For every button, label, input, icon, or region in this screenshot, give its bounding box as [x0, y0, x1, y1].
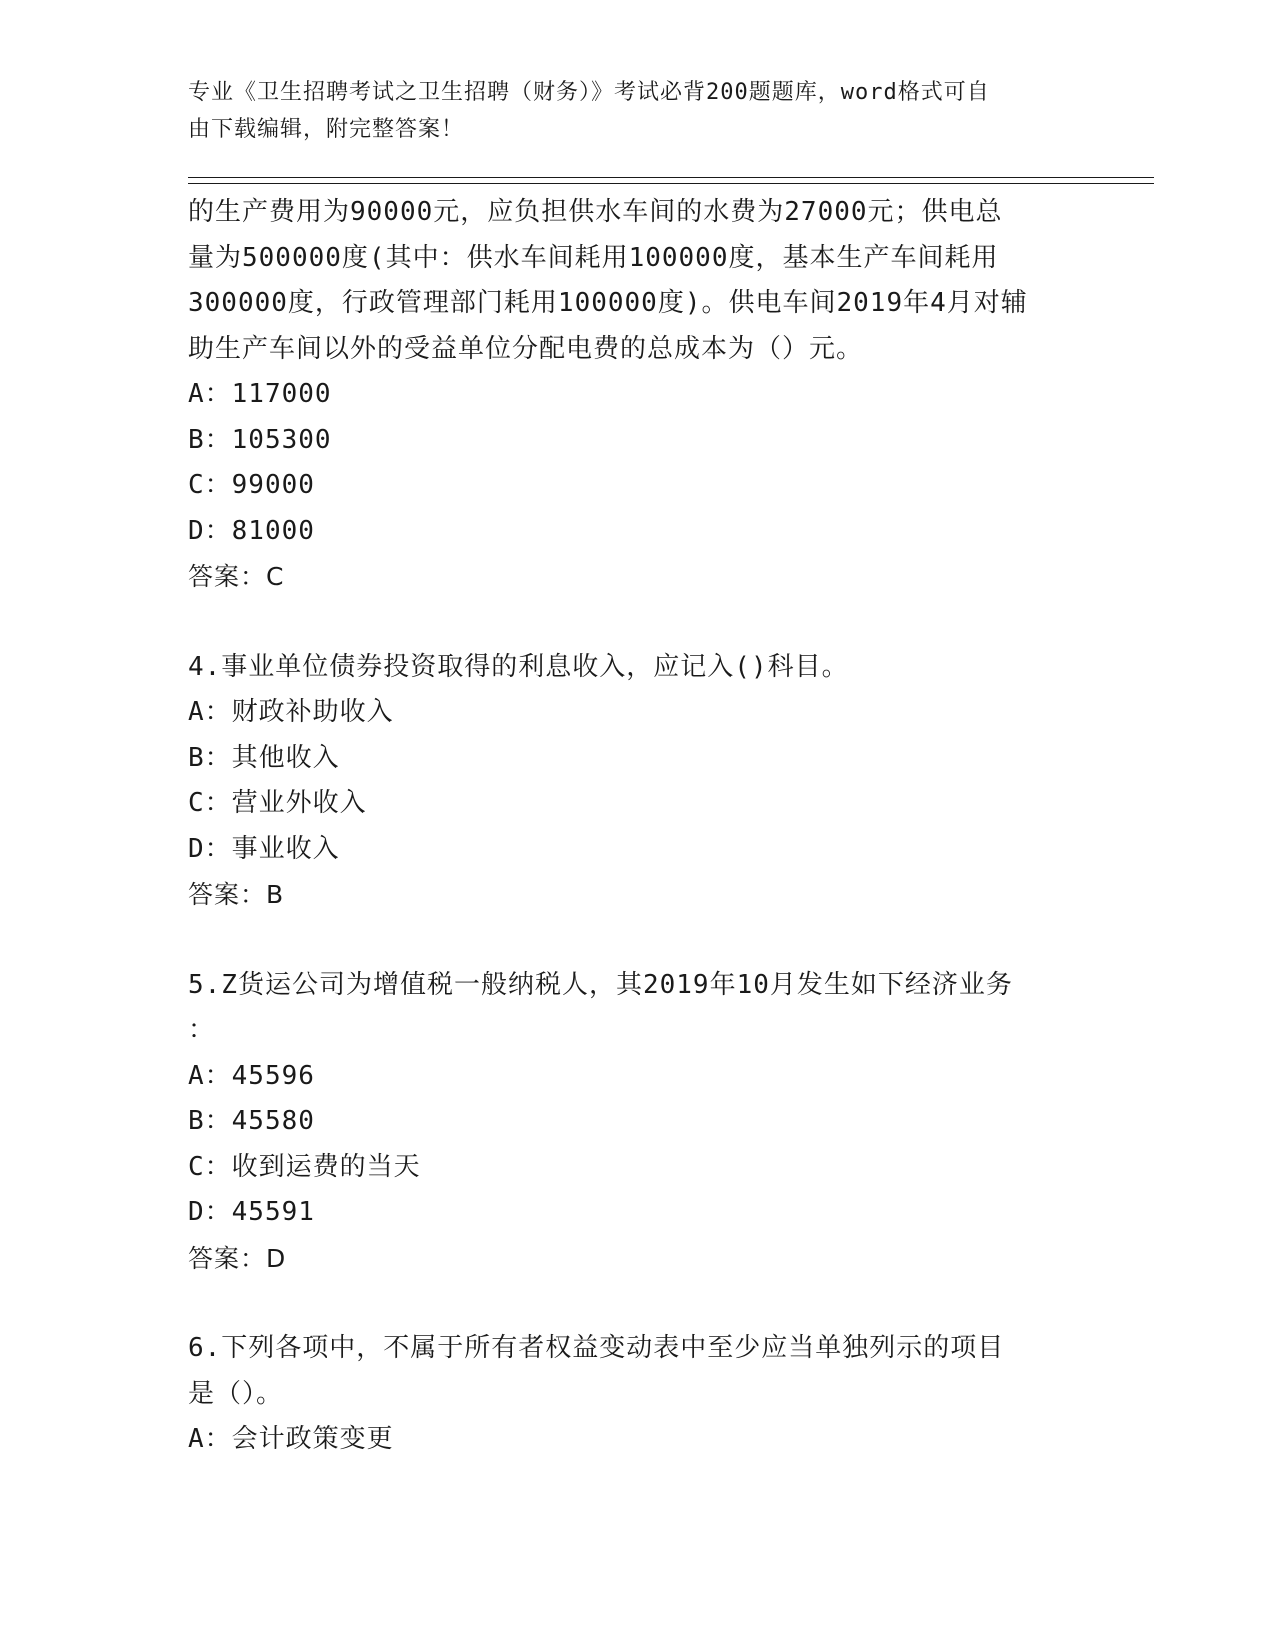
question-3-line-4: 助生产车间以外的受益单位分配电费的总成本为（）元。 [188, 333, 864, 364]
question-6-option-a: A：会计政策变更 [188, 1424, 394, 1454]
question-4-option-a: A：财政补助收入 [188, 697, 394, 727]
question-5-answer: 答案：D [188, 1243, 287, 1273]
question-5-stem-line-2: ： [188, 1015, 216, 1045]
question-3-line-1: 的生产费用为90000元，应负担供水车间的水费为27000元；供电总 [188, 197, 1003, 227]
question-3-line-3: 300000度，行政管理部门耗用100000度)。供电车间2019年4月对辅 [188, 288, 1028, 318]
question-3 [188, 190, 1108, 600]
question-3-option-c: C：99000 [188, 470, 315, 500]
header-line-1: 专业《卫生招聘考试之卫生招聘（财务）》考试必背200题题库，word格式可自 [188, 80, 990, 105]
question-5-stem-line-1: 5.Z货运公司为增值税一般纳税人，其2019年10月发生如下经济业务 [188, 969, 1013, 1000]
question-4-option-c: C：营业外收入 [188, 788, 367, 818]
question-3-option-b: B：105300 [188, 424, 332, 455]
question-3-option-a: A：117000 [188, 379, 332, 409]
question-3-option-d: D：81000 [188, 515, 315, 546]
question-5-option-c: C：收到运费的当天 [188, 1151, 421, 1182]
question-5-option-d: D：45591 [188, 1197, 315, 1227]
header-rule-top [188, 177, 1154, 178]
question-4-option-d: D：事业收入 [188, 833, 340, 864]
question-4-stem: 4.事业单位债券投资取得的利息收入，应记入()科目。 [188, 651, 849, 682]
question-4-answer: 答案：B [188, 880, 285, 909]
header-rule-bottom [188, 183, 1154, 184]
question-6-stem-line-2: 是（）。 [188, 1378, 284, 1409]
question-6-stem-line-1: 6.下列各项中，不属于所有者权益变动表中至少应当单独列示的项目 [188, 1333, 1005, 1363]
spacer [188, 918, 1108, 963]
spacer [188, 600, 1108, 645]
question-4 [188, 645, 1108, 918]
question-5 [188, 963, 1108, 1282]
spacer [188, 1281, 1108, 1326]
question-5-option-a: A：45596 [188, 1060, 315, 1091]
question-6 [188, 1326, 1108, 1463]
document-body [188, 190, 1108, 1463]
question-5-option-b: B：45580 [188, 1106, 315, 1136]
question-4-option-b: B：其他收入 [188, 742, 340, 773]
header-line-2: 由下载编辑，附完整答案！ [188, 117, 465, 142]
question-3-line-2: 量为500000度(其中：供水车间耗用100000度，基本生产车间耗用 [188, 242, 999, 273]
question-3-answer: 答案：C [188, 562, 285, 591]
document-header [188, 74, 1068, 148]
